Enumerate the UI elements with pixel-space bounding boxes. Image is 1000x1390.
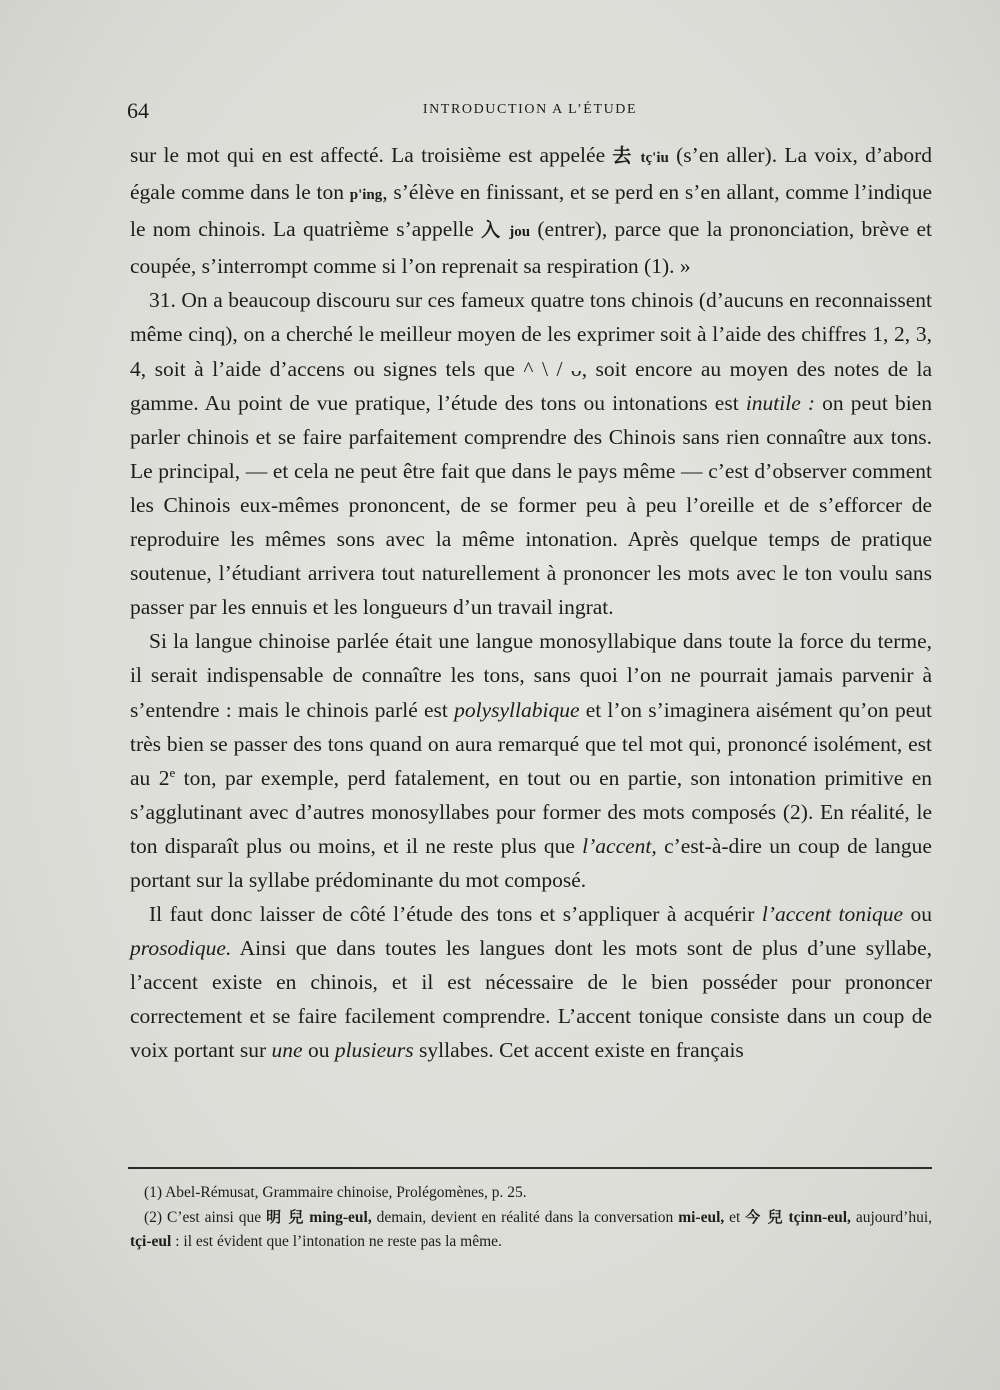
text-run: : il est évident que l’intonation ne reste pas la même. bbox=[171, 1233, 502, 1250]
text-run: aujourd’hui, bbox=[850, 1209, 933, 1226]
paragraph-monosyllabic bbox=[130, 624, 932, 897]
romanization: jou bbox=[509, 224, 531, 241]
italic-term: l’accent, bbox=[582, 833, 657, 858]
romanization: mi-eul, bbox=[678, 1209, 725, 1226]
chinese-character: 今 兒 bbox=[745, 1208, 784, 1226]
footnote-1: (1) Abel-Rémusat, Grammaire chinoise, Prolégomènes, p. 25. bbox=[144, 1184, 527, 1201]
text-run: ton, par exemple, perd fatalement, en tout ou en partie, son intonation primitive en s’agglutinant avec d’autres monosyllabes pour former des mots composés (2). En réalité, le ton disparaît plus ou moins, et il ne reste plus que bbox=[130, 765, 932, 858]
italic-term: l’accent tonique bbox=[761, 902, 904, 927]
superscript: e bbox=[169, 764, 176, 780]
romanization: tçinn-eul, bbox=[788, 1209, 851, 1226]
text-run: sur le mot qui en est affecté. La troisième est appelée bbox=[130, 143, 613, 167]
footnote-2 bbox=[130, 1205, 932, 1254]
page-number: 64 bbox=[127, 98, 149, 123]
text-run: demain, devient en réalité dans la conversation bbox=[371, 1209, 679, 1226]
text-run: 31. On a beaucoup discouru sur ces fameux quatre tons chinois (d’aucuns en reconnaissent même cinq), on a cherché le meilleur moyen de les exprimer soit à l’aide des chiffres 1, 2, 3, 4, soit à l’aide d’accens ou signes tels que bbox=[130, 288, 932, 381]
text-run: ou bbox=[903, 902, 932, 927]
text-run: ou bbox=[302, 1038, 335, 1063]
chinese-character: 去 bbox=[612, 145, 634, 167]
romanization: tç'iu bbox=[640, 150, 669, 166]
text-run: (2) C’est ainsi que bbox=[144, 1209, 267, 1226]
romanization: ming-eul, bbox=[309, 1209, 372, 1226]
text-run: et l’on s’imaginera aisément qu’on peut très bien se passer des tons quand on aura remarqué que tel mot qui, prononcé isolément, est au 2 bbox=[130, 697, 932, 790]
italic-term: polysyllabique bbox=[454, 697, 580, 722]
paragraph-tones-description bbox=[130, 138, 932, 283]
text-run: et bbox=[724, 1209, 746, 1226]
text-run: (entrer), parce que la prononciation, brève et coupée, s’interrompt comme si l’on reprenait sa respiration (1). » bbox=[130, 217, 932, 279]
text-run: c’est-à-dire un coup de langue portant sur la syllabe prédominante du mot composé. bbox=[130, 833, 932, 892]
running-title: INTRODUCTION A L’ÉTUDE bbox=[422, 102, 638, 117]
text-run: , soit encore au moyen des notes de la gamme. Au point de vue pratique, l’étude des tons ou intonations est bbox=[130, 356, 932, 415]
chinese-character: 入 bbox=[481, 219, 502, 242]
romanization: p'ing bbox=[349, 187, 383, 204]
romanization: tçi-eul bbox=[130, 1233, 172, 1250]
text-run: Il faut donc laisser de côté l’étude des tons et s’appliquer à acquérir bbox=[149, 902, 762, 927]
text-run: on peut bien parler chinois et se faire parfaitement comprendre des Chinois sans rien connaître aux tons. Le principal, — et cela ne peut être fait que dans le pays même — c’est d’observer comment les Chinois eux-mêmes prononcent, de se former peu à peu l’oreille et de s’efforcer de reproduire les mêmes sons avec la même intonation. Après quelque temps de pratique soutenue, l’étudiant arrivera tout naturellement à prononcer les mots avec le ton voulu sans passer par les ennuis et les longueurs d’un travail ingrat. bbox=[130, 390, 932, 620]
text-run: , s’élève en finissant, et se perd en s’en allant, comme l’indique le nom chinois. La quatrième s’appelle bbox=[130, 180, 932, 242]
text-run: syllabes. Cet accent existe en français bbox=[413, 1038, 744, 1063]
body-text bbox=[130, 138, 932, 1068]
italic-term: une bbox=[271, 1038, 303, 1063]
footnote-separator bbox=[128, 1167, 932, 1169]
footnotes bbox=[130, 1181, 932, 1254]
italic-term: inutile : bbox=[745, 390, 816, 415]
text-run: (s’en aller). La voix, d’abord égale comme dans le ton bbox=[130, 143, 932, 205]
tone-marks: ^ \ / ᴗ bbox=[523, 356, 582, 381]
paragraph-accent bbox=[130, 897, 932, 1067]
chinese-character: 明 兒 bbox=[266, 1208, 305, 1226]
paragraph-31 bbox=[130, 283, 932, 624]
text-run: Ainsi que dans toutes les langues dont les mots sont de plus d’une syllabe, l’accent existe en chinois, et il est nécessaire de le bien posséder pour prononcer correctement et se faire facilement comprendre. L’accent tonique consiste dans un coup de voix portant sur bbox=[130, 936, 932, 1063]
page-header bbox=[127, 98, 933, 124]
text-run: Si la langue chinoise parlée était une langue monosyllabique dans toute la force du terme, il serait indispensable de connaître les tons, sans quoi l’on ne pourrait jamais parvenir à s’entendre : mais le chinois parlé est bbox=[130, 629, 932, 722]
italic-term: plusieurs bbox=[334, 1038, 414, 1063]
italic-term: prosodique. bbox=[130, 936, 232, 961]
